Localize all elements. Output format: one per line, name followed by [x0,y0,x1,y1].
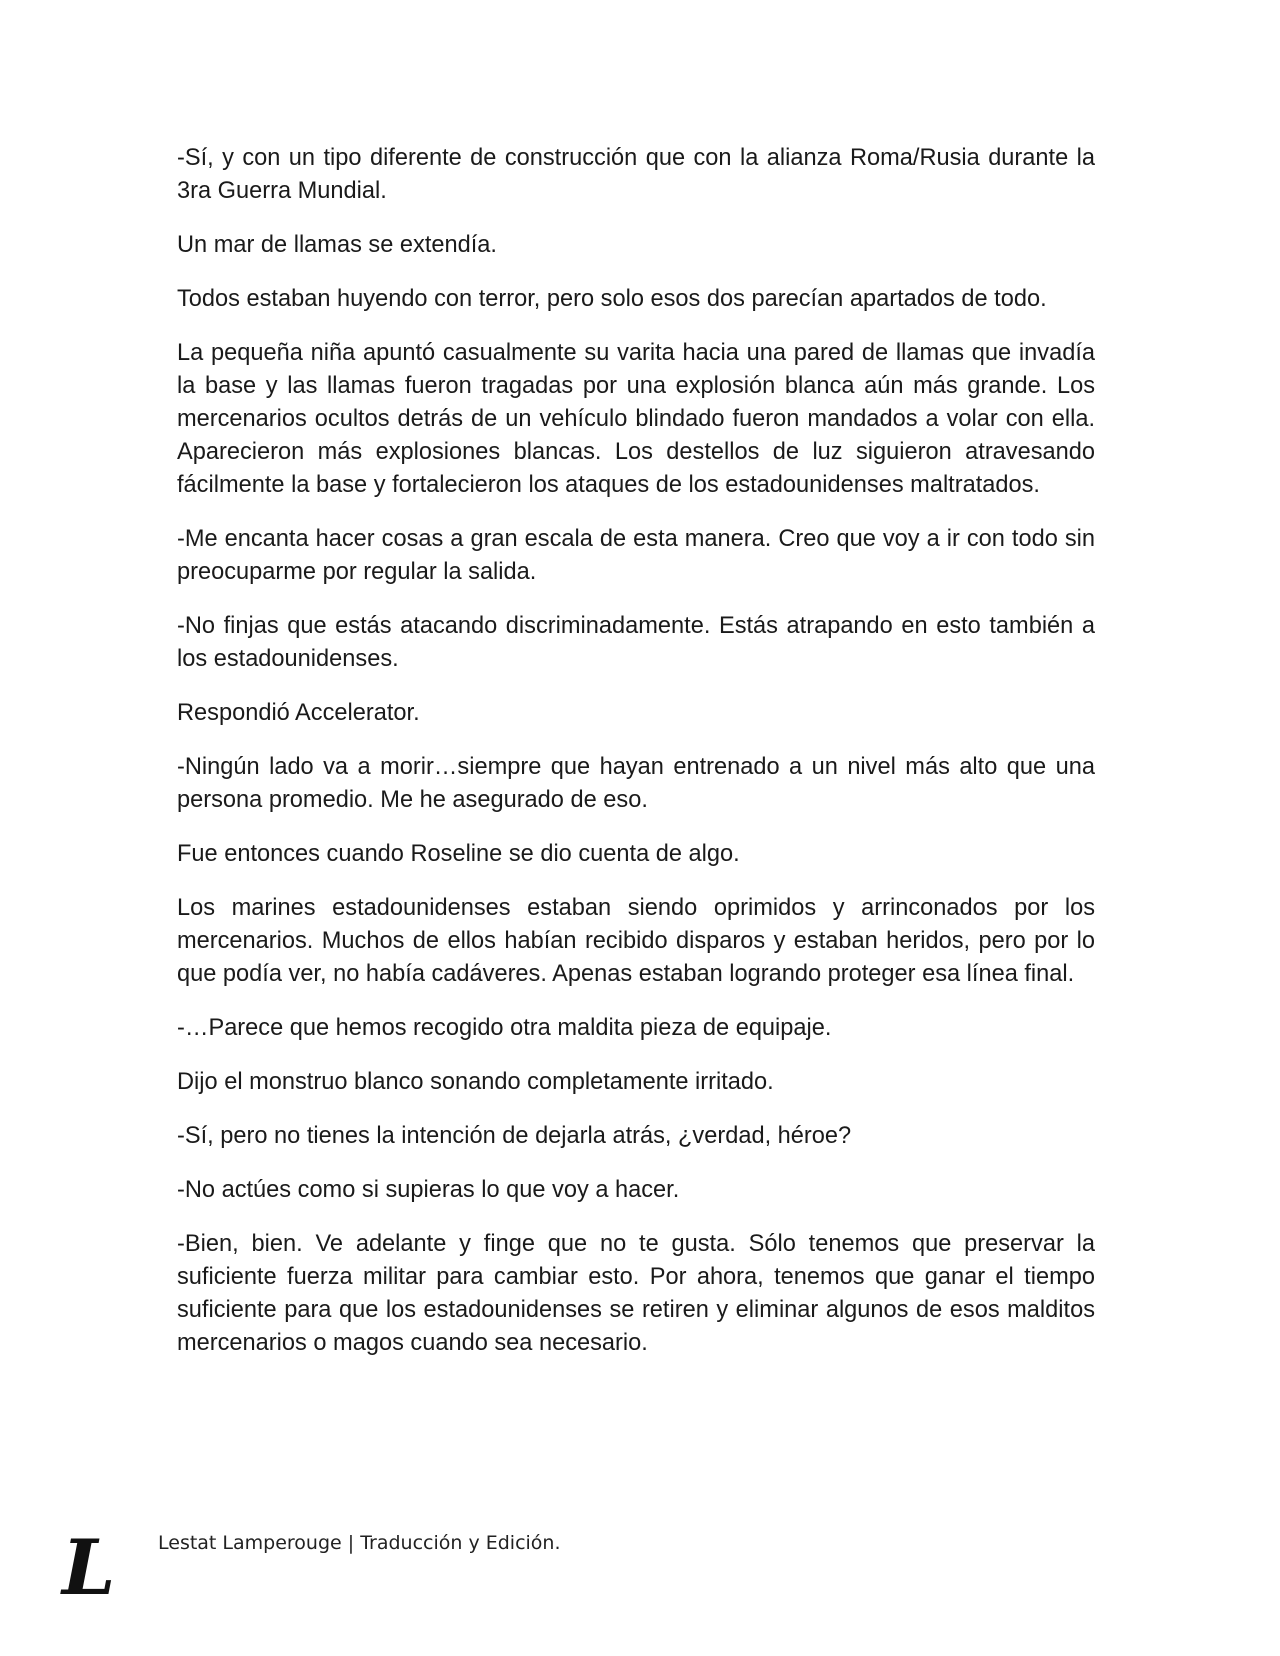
paragraph-8: -Ningún lado va a morir…siempre que hayan entrenado a un nivel más alto que una persona promedio. Me he asegurado de eso. [177,754,1095,813]
paragraph-15: -Bien, bien. Ve adelante y finge que no te gusta. Sólo tenemos que preservar la suficiente fuerza militar para cambiar esto. Por ahora, tenemos que ganar el tiempo suficiente para que los estadounidenses se retiren y eliminar algunos de esos malditos mercenarios o magos cuando sea necesario. [177,1231,1095,1356]
paragraph-2: Un mar de llamas se extendía. [177,232,497,258]
paragraph-12: Dijo el monstruo blanco sonando completamente irritado. [177,1069,774,1095]
paragraph-4: La pequeña niña apuntó casualmente su varita hacia una pared de llamas que invadía la base y las llamas fueron tragadas por una explosión blanca aún más grande. Los mercenarios ocultos detrás de un vehículo blindado fueron mandados a volar con ella. Aparecieron más explosiones blancas. Los destellos de luz siguieron atravesando fácilmente la base y fortalecieron los ataques de los estadounidenses maltratados. [177,340,1095,498]
page-footer [62,1523,762,1612]
paragraph-13: -Sí, pero no tienes la intención de dejarla atrás, ¿verdad, héroe? [177,1123,852,1149]
paragraph-6: -No finjas que estás atacando discriminadamente. Estás atrapando en esto también a los estadounidenses. [177,613,1095,672]
paragraph-1: -Sí, y con un tipo diferente de construcción que con la alianza Roma/Rusia durante la 3ra Guerra Mundial. [177,145,1095,204]
body-text [177,142,1095,1381]
l-logo-icon: L [62,1523,116,1612]
paragraph-11: -…Parece que hemos recogido otra maldita pieza de equipaje. [177,1015,832,1041]
paragraph-3: Todos estaban huyendo con terror, pero solo esos dos parecían apartados de todo. [177,286,1047,312]
paragraph-5: -Me encanta hacer cosas a gran escala de esta manera. Creo que voy a ir con todo sin preocuparme por regular la salida. [177,526,1095,585]
footer-credit: Lestat Lamperouge | Traducción y Edición. [158,1532,561,1554]
paragraph-14: -No actúes como si supieras lo que voy a hacer. [177,1177,680,1203]
paragraph-10: Los marines estadounidenses estaban siendo oprimidos y arrinconados por los mercenarios. Muchos de ellos habían recibido disparos y estaban heridos, pero por lo que podía ver, no había cadáveres. Apenas estaban logrando proteger esa línea final. [177,895,1095,987]
paragraph-9: Fue entonces cuando Roseline se dio cuenta de algo. [177,841,740,867]
paragraph-7: Respondió Accelerator. [177,700,420,726]
